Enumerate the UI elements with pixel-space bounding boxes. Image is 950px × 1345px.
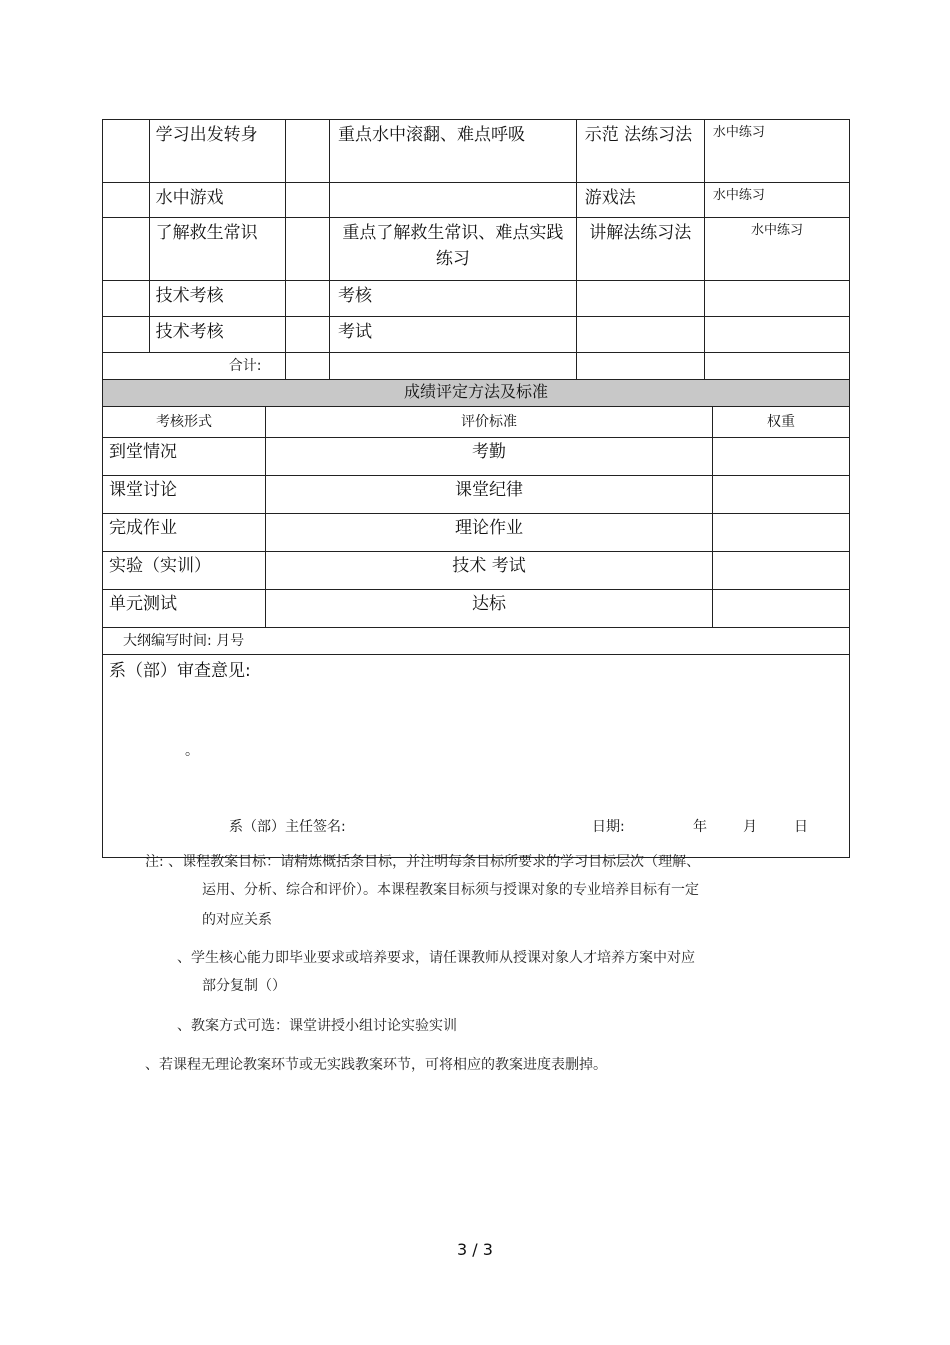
table-row <box>103 438 850 476</box>
key-point-cell: 考核 <box>330 281 577 317</box>
hours-cell <box>286 120 330 183</box>
note-1-line-1: 注: 、课程教案目标：请精炼概括条目标，并注明每条目标所要求的学习目标层次（理解、 <box>145 854 701 870</box>
note-4: 、若课程无理论教案环节或无实践教案环节，可将相应的教案进度表删掉。 <box>145 1057 607 1073</box>
column-header-weight: 权重 <box>713 407 850 438</box>
note-cell: 水中练习 <box>704 183 849 218</box>
note-3: 、教案方式可选：课堂讲授小组讨论实验实训 <box>177 1018 457 1034</box>
topic-cell: 技术考核 <box>149 281 286 317</box>
key-point-cell: 考试 <box>330 317 577 353</box>
note-1-line-3: 的对应关系 <box>202 912 272 928</box>
method-cell <box>576 317 704 353</box>
form-cell: 单元测试 <box>103 590 266 628</box>
topic-cell: 技术考核 <box>149 317 286 353</box>
table-row <box>103 183 850 218</box>
total-label: 合计: <box>103 353 286 380</box>
review-row <box>103 655 850 858</box>
hours-cell <box>286 281 330 317</box>
topic-cell: 了解救生常识 <box>149 218 286 281</box>
note-2-line-1: 、学生核心能力即毕业要求或培养要求，请任课教师从授课对象人才培养方案中对应 <box>177 950 695 966</box>
form-cell: 完成作业 <box>103 514 266 552</box>
outline-time-row <box>103 628 850 655</box>
review-box <box>103 655 850 858</box>
schedule-table <box>102 119 850 380</box>
row-number-cell <box>103 183 150 218</box>
note-2-line-2: 部分复制（） <box>202 978 286 994</box>
weight-cell <box>713 552 850 590</box>
table-row <box>103 317 850 353</box>
signature-label: 系（部）主任签名: <box>229 819 346 835</box>
total-row <box>103 353 850 380</box>
month-label: 月 <box>743 819 757 835</box>
total-cell <box>576 353 704 380</box>
table-row <box>103 476 850 514</box>
standard-cell: 理论作业 <box>266 514 713 552</box>
topic-cell: 水中游戏 <box>149 183 286 218</box>
method-cell <box>576 281 704 317</box>
key-point-cell <box>330 183 577 218</box>
table-row <box>103 218 850 281</box>
weight-cell <box>713 514 850 552</box>
note-cell <box>704 281 849 317</box>
table-row <box>103 120 850 183</box>
table-row <box>103 590 850 628</box>
note-cell: 水中练习 <box>704 218 849 281</box>
standard-cell: 达标 <box>266 590 713 628</box>
total-cell <box>330 353 577 380</box>
review-mark: 。 <box>185 743 199 759</box>
day-label: 日 <box>794 819 808 835</box>
hours-cell <box>286 218 330 281</box>
key-point-cell: 重点水中滚翻、难点呼吸 <box>330 120 577 183</box>
weight-cell <box>713 590 850 628</box>
date-label: 日期: <box>592 819 625 835</box>
form-cell: 到堂情况 <box>103 438 266 476</box>
table-header-row <box>103 407 850 438</box>
method-cell: 示范 法练习法 <box>576 120 704 183</box>
note-cell: 水中练习 <box>704 120 849 183</box>
weight-cell <box>713 476 850 514</box>
note-1-line-2: 运用、分析、综合和评价）。本课程教案目标须与授课对象的专业培养目标有一定 <box>202 882 699 898</box>
column-header-standard: 评价标准 <box>266 407 713 438</box>
key-point-cell: 重点了解救生常识、难点实践练习 <box>330 218 577 281</box>
table-row <box>103 514 850 552</box>
total-cell <box>704 353 849 380</box>
grading-table <box>102 379 850 858</box>
topic-cell: 学习出发转身 <box>149 120 286 183</box>
form-cell: 课堂讨论 <box>103 476 266 514</box>
table-row <box>103 552 850 590</box>
row-number-cell <box>103 317 150 353</box>
standard-cell: 课堂纪律 <box>266 476 713 514</box>
review-title: 系（部）审查意见: <box>109 661 251 681</box>
note-cell <box>704 317 849 353</box>
section-title: 成绩评定方法及标准 <box>103 380 850 407</box>
method-cell: 游戏法 <box>576 183 704 218</box>
total-hours-cell <box>286 353 330 380</box>
outline-time: 大纲编写时间: 月号 <box>103 628 850 655</box>
weight-cell <box>713 438 850 476</box>
year-label: 年 <box>693 819 707 835</box>
table-row <box>103 281 850 317</box>
method-cell: 讲解法练习法 <box>576 218 704 281</box>
column-header-form: 考核形式 <box>103 407 266 438</box>
standard-cell: 考勤 <box>266 438 713 476</box>
row-number-cell <box>103 218 150 281</box>
form-cell: 实验（实训） <box>103 552 266 590</box>
row-number-cell <box>103 120 150 183</box>
page-number: 3 / 3 <box>457 1240 493 1259</box>
hours-cell <box>286 317 330 353</box>
row-number-cell <box>103 281 150 317</box>
hours-cell <box>286 183 330 218</box>
standard-cell: 技术 考试 <box>266 552 713 590</box>
